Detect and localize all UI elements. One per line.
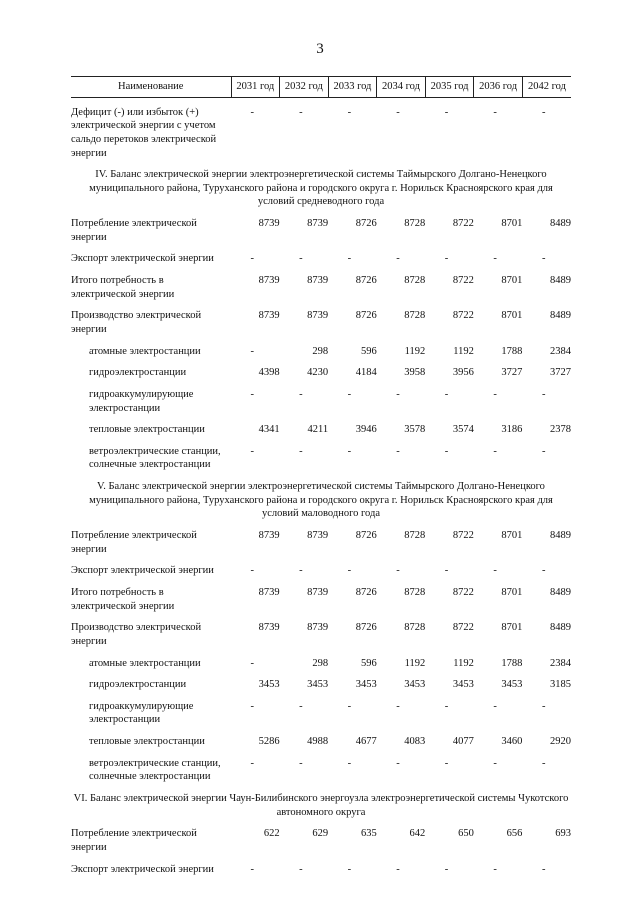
row-spacer <box>71 380 571 388</box>
table-row <box>71 309 571 336</box>
row-spacer <box>71 613 571 621</box>
value-cell: 8489 <box>550 310 571 322</box>
row-spacer <box>71 521 571 529</box>
value-cell: - <box>250 345 255 357</box>
row-label: Экспорт электрической энергии <box>71 863 214 875</box>
value-cell: 3946 <box>355 424 377 436</box>
table-row <box>71 863 571 877</box>
balance-table <box>71 76 571 884</box>
value-cell: - <box>250 253 255 265</box>
row-spacer <box>71 358 571 366</box>
value-cell: 3460 <box>501 736 523 748</box>
spacer-cell <box>71 437 571 445</box>
value-cell: 8701 <box>501 275 523 287</box>
value-cell: 8728 <box>404 310 426 322</box>
row-spacer <box>71 578 571 586</box>
value-cell: 3727 <box>550 367 571 379</box>
value-cell: 3453 <box>307 679 329 691</box>
spacer-cell <box>71 472 571 480</box>
spacer-cell <box>71 97 571 106</box>
value-cell: 8728 <box>404 622 426 634</box>
table-row <box>71 657 571 671</box>
row-spacer <box>71 472 571 480</box>
value-cell: 8739 <box>307 530 329 542</box>
header-year: 2034 год <box>377 77 426 98</box>
value-cell: - <box>444 863 449 875</box>
value-cell: 3578 <box>404 424 426 436</box>
value-cell: - <box>250 565 255 577</box>
spacer-cell <box>71 749 571 757</box>
value-cell: 3453 <box>501 679 523 691</box>
value-cell: - <box>250 657 255 669</box>
value-cell: 2378 <box>550 424 571 436</box>
row-spacer <box>71 266 571 274</box>
value-cell: 8728 <box>404 275 426 287</box>
value-cell: 8701 <box>501 586 523 598</box>
table-row <box>71 445 571 472</box>
value-cell: - <box>299 565 303 577</box>
value-cell: 4077 <box>452 736 474 748</box>
value-cell: 8722 <box>452 622 474 634</box>
value-cell: - <box>541 445 546 457</box>
value-cell: - <box>541 565 546 577</box>
page-number: 3 <box>316 41 324 57</box>
value-cell: 8489 <box>550 530 571 542</box>
header-year: 2033 год <box>328 77 377 98</box>
value-cell: - <box>493 445 497 457</box>
value-cell: 8739 <box>307 218 329 230</box>
value-cell: 4341 <box>258 424 280 436</box>
table-row <box>71 252 571 266</box>
header-year: 2035 год <box>425 77 474 98</box>
value-cell: - <box>347 253 352 265</box>
table-row <box>71 735 571 749</box>
value-cell: - <box>396 388 400 400</box>
header-year: 2042 год <box>522 77 571 98</box>
row-label: тепловые электростанции <box>89 736 205 748</box>
value-cell: - <box>541 253 546 265</box>
value-cell: 3185 <box>550 679 571 691</box>
row-spacer <box>71 437 571 445</box>
row-label: гидроэлектростанции <box>89 367 187 379</box>
spacer-cell <box>71 244 571 252</box>
value-cell: 693 <box>555 828 571 840</box>
value-cell: 8726 <box>355 310 377 322</box>
value-cell: 8722 <box>452 310 474 322</box>
spacer-cell <box>71 358 571 366</box>
value-cell: 8489 <box>550 622 571 634</box>
row-label: гидроэлектростанции <box>89 679 187 691</box>
section-heading-row <box>71 792 571 819</box>
value-cell: - <box>250 106 255 118</box>
value-cell: 1788 <box>501 345 523 357</box>
balance-table-wrapper <box>71 76 571 884</box>
value-cell: 2384 <box>550 345 571 357</box>
spacer-cell <box>71 209 571 217</box>
row-spacer <box>71 819 571 827</box>
value-cell: - <box>444 565 449 577</box>
value-cell: 3956 <box>452 367 474 379</box>
value-cell: 3453 <box>258 679 280 691</box>
value-cell: - <box>541 757 546 769</box>
value-cell: 8726 <box>355 622 377 634</box>
value-cell: 8722 <box>452 218 474 230</box>
value-cell: 8726 <box>355 586 377 598</box>
row-spacer <box>71 160 571 168</box>
value-cell: - <box>493 253 497 265</box>
spacer-cell <box>71 855 571 863</box>
row-label: ветроэлектрические станции, солнечные электростанции <box>89 757 221 783</box>
spacer-cell <box>71 337 571 345</box>
value-cell: 8739 <box>307 622 329 634</box>
value-cell: 4211 <box>307 424 329 436</box>
value-cell: - <box>541 388 546 400</box>
section-heading-row <box>71 168 571 209</box>
spacer-cell <box>71 415 571 423</box>
value-cell: 8489 <box>550 218 571 230</box>
table-row <box>71 345 571 359</box>
value-cell: - <box>250 863 255 875</box>
value-cell: - <box>493 565 497 577</box>
row-spacer <box>71 855 571 863</box>
table-row <box>71 586 571 613</box>
value-cell: - <box>541 863 546 875</box>
value-cell: - <box>541 700 546 712</box>
table-row <box>71 827 571 854</box>
value-cell: 4230 <box>307 367 329 379</box>
row-label: Потребление электрической энергии <box>71 530 197 555</box>
value-cell: - <box>347 863 352 875</box>
value-cell: 5286 <box>258 736 280 748</box>
value-cell: 8722 <box>452 530 474 542</box>
value-cell: 8728 <box>404 586 426 598</box>
value-cell: 3453 <box>452 679 474 691</box>
value-cell: 1192 <box>404 345 426 357</box>
value-cell: - <box>444 445 449 457</box>
row-label: Потребление электрической энергии <box>71 218 197 243</box>
row-spacer <box>71 97 571 106</box>
value-cell: - <box>444 700 449 712</box>
value-cell: 596 <box>360 345 377 357</box>
value-cell: 298 <box>312 657 329 669</box>
row-label: Потребление электрической энергии <box>71 828 197 853</box>
row-spacer <box>71 649 571 657</box>
value-cell: - <box>347 106 352 118</box>
value-cell: 8722 <box>452 275 474 287</box>
row-spacer <box>71 727 571 735</box>
section-heading: IV. Баланс электрической энергии электроэнергетической системы Таймырского Долгано-Ненецкого муниципального района, Туруханского района и городского округа г. Норильск Красноярского края для условий средневодного года <box>89 169 553 208</box>
value-cell: 298 <box>312 345 329 357</box>
value-cell: 8728 <box>404 530 426 542</box>
value-cell: 4988 <box>307 736 329 748</box>
spacer-cell <box>71 876 571 884</box>
row-spacer <box>71 749 571 757</box>
table-row <box>71 274 571 301</box>
spacer-cell <box>71 266 571 274</box>
value-cell: - <box>493 757 497 769</box>
row-label: Производство электрической энергии <box>71 622 202 647</box>
table-header <box>71 77 571 98</box>
row-label: гидроаккумулирующие электростанции <box>89 388 194 414</box>
value-cell: 3186 <box>501 424 523 436</box>
value-cell: 8739 <box>258 310 280 322</box>
value-cell: - <box>299 863 303 875</box>
value-cell: 3958 <box>404 367 426 379</box>
value-cell: 1788 <box>501 657 523 669</box>
value-cell: 8701 <box>501 218 523 230</box>
value-cell: - <box>493 106 497 118</box>
header-year: 2031 год <box>231 77 280 98</box>
value-cell: 3453 <box>404 679 426 691</box>
value-cell: - <box>396 445 400 457</box>
spacer-cell <box>71 649 571 657</box>
row-label: гидроаккумулирующие электростанции <box>89 700 194 726</box>
value-cell: 8489 <box>550 275 571 287</box>
value-cell: 8701 <box>501 310 523 322</box>
spacer-cell <box>71 160 571 168</box>
row-spacer <box>71 415 571 423</box>
value-cell: - <box>347 388 352 400</box>
value-cell: - <box>396 863 400 875</box>
value-cell: 3574 <box>452 424 474 436</box>
value-cell: 1192 <box>404 657 426 669</box>
value-cell: - <box>250 700 255 712</box>
value-cell: - <box>396 565 400 577</box>
value-cell: 8489 <box>550 586 571 598</box>
value-cell: - <box>444 253 449 265</box>
value-cell: - <box>250 388 255 400</box>
value-cell: - <box>444 388 449 400</box>
row-label: атомные электростанции <box>89 345 201 357</box>
value-cell: 3453 <box>355 679 377 691</box>
row-label: Экспорт электрической энергии <box>71 565 214 577</box>
value-cell: - <box>444 757 449 769</box>
row-spacer <box>71 556 571 564</box>
value-cell: - <box>299 445 303 457</box>
value-cell: - <box>299 106 303 118</box>
row-spacer <box>71 670 571 678</box>
value-cell: 3727 <box>501 367 523 379</box>
value-cell: - <box>299 388 303 400</box>
spacer-cell <box>71 784 571 792</box>
row-label: Дефицит (-) или избыток (+) электрической энергии с учетом сальдо перетоков электрической энергии <box>71 106 217 159</box>
value-cell: 622 <box>263 828 280 840</box>
value-cell: 650 <box>458 828 474 840</box>
value-cell: 8739 <box>258 275 280 287</box>
table-row <box>71 564 571 578</box>
table-row <box>71 529 571 556</box>
value-cell: 8739 <box>258 530 280 542</box>
value-cell: 8739 <box>307 275 329 287</box>
value-cell: - <box>493 388 497 400</box>
row-spacer <box>71 244 571 252</box>
row-label: тепловые электростанции <box>89 424 205 436</box>
spacer-cell <box>71 670 571 678</box>
value-cell: - <box>444 106 449 118</box>
value-cell: 1192 <box>453 345 474 357</box>
row-label: Экспорт электрической энергии <box>71 253 214 265</box>
table-row <box>71 621 571 648</box>
value-cell: - <box>396 106 400 118</box>
value-cell: 596 <box>360 657 377 669</box>
row-spacer <box>71 784 571 792</box>
value-cell: - <box>250 757 255 769</box>
row-spacer <box>71 209 571 217</box>
spacer-cell <box>71 578 571 586</box>
row-label: Производство электрической энергии <box>71 310 202 335</box>
spacer-cell <box>71 301 571 309</box>
value-cell: 8739 <box>258 586 280 598</box>
value-cell: 8701 <box>501 530 523 542</box>
section-heading-row <box>71 480 571 521</box>
header-year: 2032 год <box>280 77 329 98</box>
table-row <box>71 700 571 727</box>
row-spacer <box>71 337 571 345</box>
value-cell: - <box>347 445 352 457</box>
value-cell: 2920 <box>550 736 571 748</box>
table-row <box>71 423 571 437</box>
row-spacer <box>71 301 571 309</box>
table-row <box>71 217 571 244</box>
spacer-cell <box>71 819 571 827</box>
value-cell: - <box>396 253 400 265</box>
value-cell: - <box>299 253 303 265</box>
header-row <box>71 77 571 98</box>
value-cell: 2384 <box>550 657 571 669</box>
row-spacer <box>71 692 571 700</box>
value-cell: 8739 <box>258 622 280 634</box>
value-cell: - <box>299 757 303 769</box>
spacer-cell <box>71 521 571 529</box>
value-cell: 8726 <box>355 275 377 287</box>
section-heading: V. Баланс электрической энергии электроэнергетической системы Таймырского Долгано-Ненецкого муниципального района, Туруханского района и городского округа г. Норильск Красноярского края для условий маловодного года <box>89 481 553 520</box>
value-cell: 8739 <box>258 218 280 230</box>
value-cell: 8726 <box>355 530 377 542</box>
section-heading: VI. Баланс электрической энергии Чаун-Билибинского энергоузла электроэнергетической системы Чукотского автономного округа <box>73 792 569 818</box>
row-spacer <box>71 876 571 884</box>
value-cell: - <box>250 445 255 457</box>
value-cell: 4398 <box>258 367 280 379</box>
value-cell: 1192 <box>453 657 474 669</box>
table-row <box>71 678 571 692</box>
value-cell: - <box>347 757 352 769</box>
value-cell: 8728 <box>404 218 426 230</box>
value-cell: 8739 <box>307 586 329 598</box>
row-label: Итого потребность в электрической энергии <box>71 586 175 612</box>
spacer-cell <box>71 692 571 700</box>
value-cell: 8726 <box>355 218 377 230</box>
spacer-cell <box>71 380 571 388</box>
table-row <box>71 388 571 415</box>
value-cell: 4677 <box>355 736 377 748</box>
value-cell: 4184 <box>355 367 377 379</box>
row-label: атомные электростанции <box>89 657 201 669</box>
spacer-cell <box>71 613 571 621</box>
row-label: ветроэлектрические станции, солнечные электростанции <box>89 445 221 471</box>
table-row <box>71 106 571 161</box>
value-cell: 8739 <box>307 310 329 322</box>
value-cell: 642 <box>409 828 426 840</box>
value-cell: 4083 <box>404 736 426 748</box>
table-body <box>71 97 571 884</box>
value-cell: - <box>493 863 497 875</box>
value-cell: 656 <box>506 828 523 840</box>
value-cell: - <box>541 106 546 118</box>
value-cell: 629 <box>312 828 329 840</box>
value-cell: 8722 <box>452 586 474 598</box>
table-row <box>71 757 571 784</box>
header-year: 2036 год <box>474 77 523 98</box>
value-cell: - <box>493 700 497 712</box>
value-cell: 635 <box>360 828 377 840</box>
value-cell: - <box>347 565 352 577</box>
value-cell: 8701 <box>501 622 523 634</box>
table-row <box>71 366 571 380</box>
value-cell: - <box>299 700 303 712</box>
header-name: Наименование <box>71 77 231 98</box>
spacer-cell <box>71 727 571 735</box>
spacer-cell <box>71 556 571 564</box>
value-cell: - <box>396 700 400 712</box>
value-cell: - <box>396 757 400 769</box>
value-cell: - <box>347 700 352 712</box>
row-label: Итого потребность в электрической энергии <box>71 275 175 300</box>
